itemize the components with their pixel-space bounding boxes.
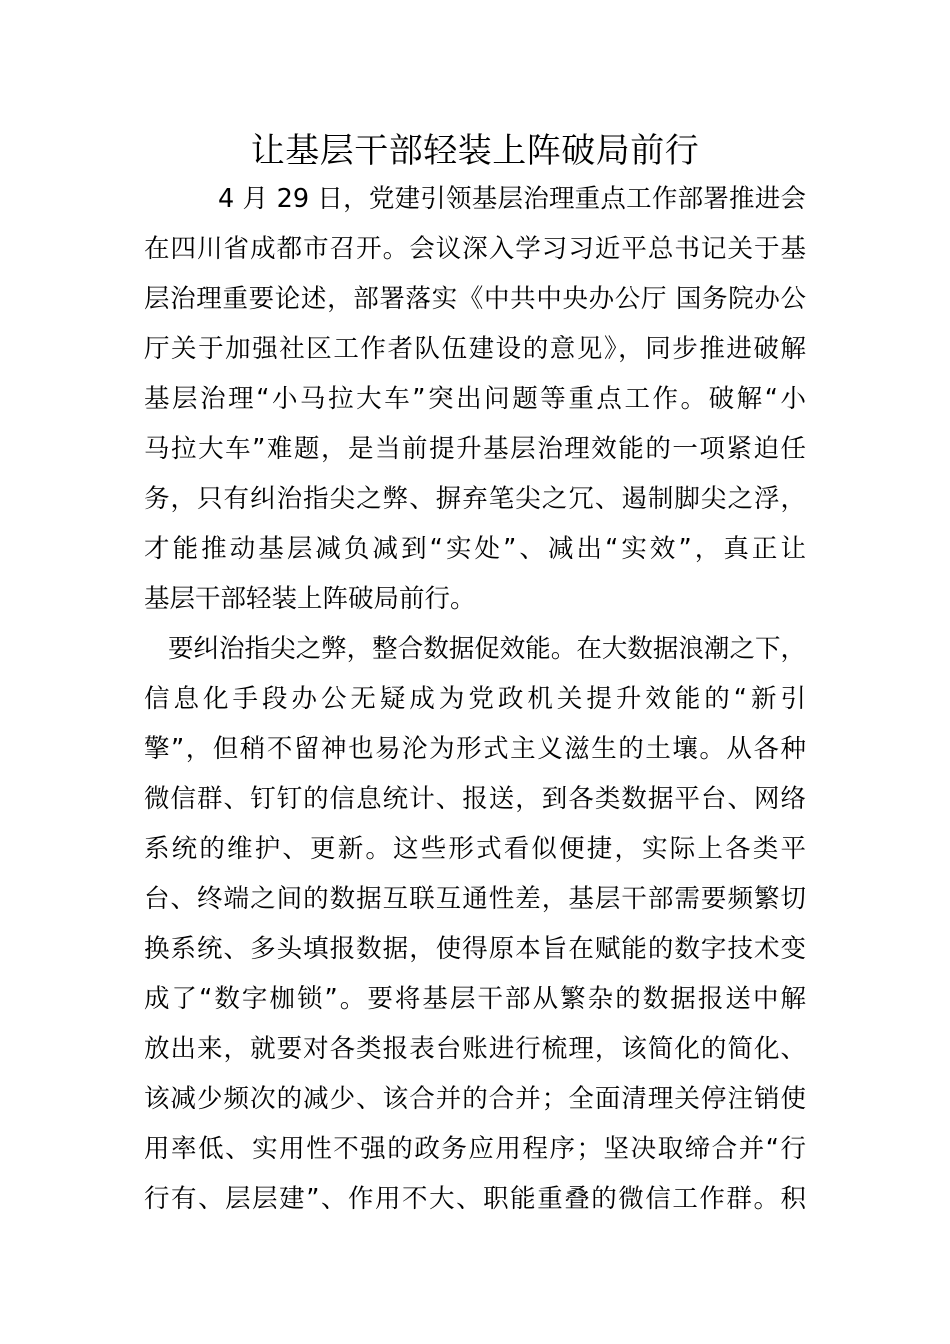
paragraph-1-line: 马拉大车”难题，是当前提升基层治理效能的一项紧迫任 bbox=[144, 434, 806, 464]
paragraph-1-line: 才能推动基层减负减到“实处”、减出“实效”，真正让 bbox=[144, 534, 806, 564]
paragraph-2-line: 换系统、多头填报数据，使得原本旨在赋能的数字技术变 bbox=[144, 934, 806, 964]
paragraph-2-line: 该减少频次的减少、该合并的合并；全面清理关停注销使 bbox=[144, 1084, 806, 1114]
paragraph-2-line: 微信群、钉钉的信息统计、报送，到各类数据平台、网络 bbox=[144, 784, 806, 814]
document-title: 让基层干部轻装上阵破局前行 bbox=[250, 131, 700, 171]
paragraph-1-line: 务，只有纠治指尖之弊、摒弃笔尖之冗、遏制脚尖之浮， bbox=[144, 484, 806, 514]
paragraph-2-line: 信息化手段办公无疑成为党政机关提升效能的“新引 bbox=[144, 684, 806, 714]
paragraph-1-line: 层治理重要论述，部署落实《中共中央办公厅 国务院办公 bbox=[144, 284, 806, 314]
paragraph-1-line: 厅关于加强社区工作者队伍建设的意见》，同步推进破解 bbox=[144, 334, 806, 364]
paragraph-2-line: 台、终端之间的数据互联互通性差，基层干部需要频繁切 bbox=[144, 884, 806, 914]
paragraph-1-line: 在四川省成都市召开。会议深入学习习近平总书记关于基 bbox=[144, 234, 806, 264]
paragraph-2-line: 系统的维护、更新。这些形式看似便捷，实际上各类平 bbox=[144, 834, 806, 864]
paragraph-2-line: 成了“数字枷锁”。要将基层干部从繁杂的数据报送中解 bbox=[144, 984, 806, 1014]
paragraph-1-line: 基层治理“小马拉大车”突出问题等重点工作。破解“小 bbox=[144, 384, 806, 414]
paragraph-2-line: 要纠治指尖之弊，整合数据促效能。在大数据浪潮之下， bbox=[168, 634, 806, 664]
paragraph-2-line: 用率低、实用性不强的政务应用程序；坚决取缔合并“行 bbox=[144, 1134, 806, 1164]
paragraph-2-line: 行有、层层建”、作用不大、职能重叠的微信工作群。积 bbox=[144, 1184, 806, 1214]
paragraph-1-line: 4 月 29 日，党建引领基层治理重点工作部署推进会 bbox=[218, 184, 806, 214]
paragraph-1-line: 基层干部轻装上阵破局前行。 bbox=[144, 584, 476, 614]
paragraph-2-line: 擎”，但稍不留神也易沦为形式主义滋生的土壤。从各种 bbox=[144, 734, 806, 764]
paragraph-2-line: 放出来，就要对各类报表台账进行梳理，该简化的简化、 bbox=[144, 1034, 806, 1064]
